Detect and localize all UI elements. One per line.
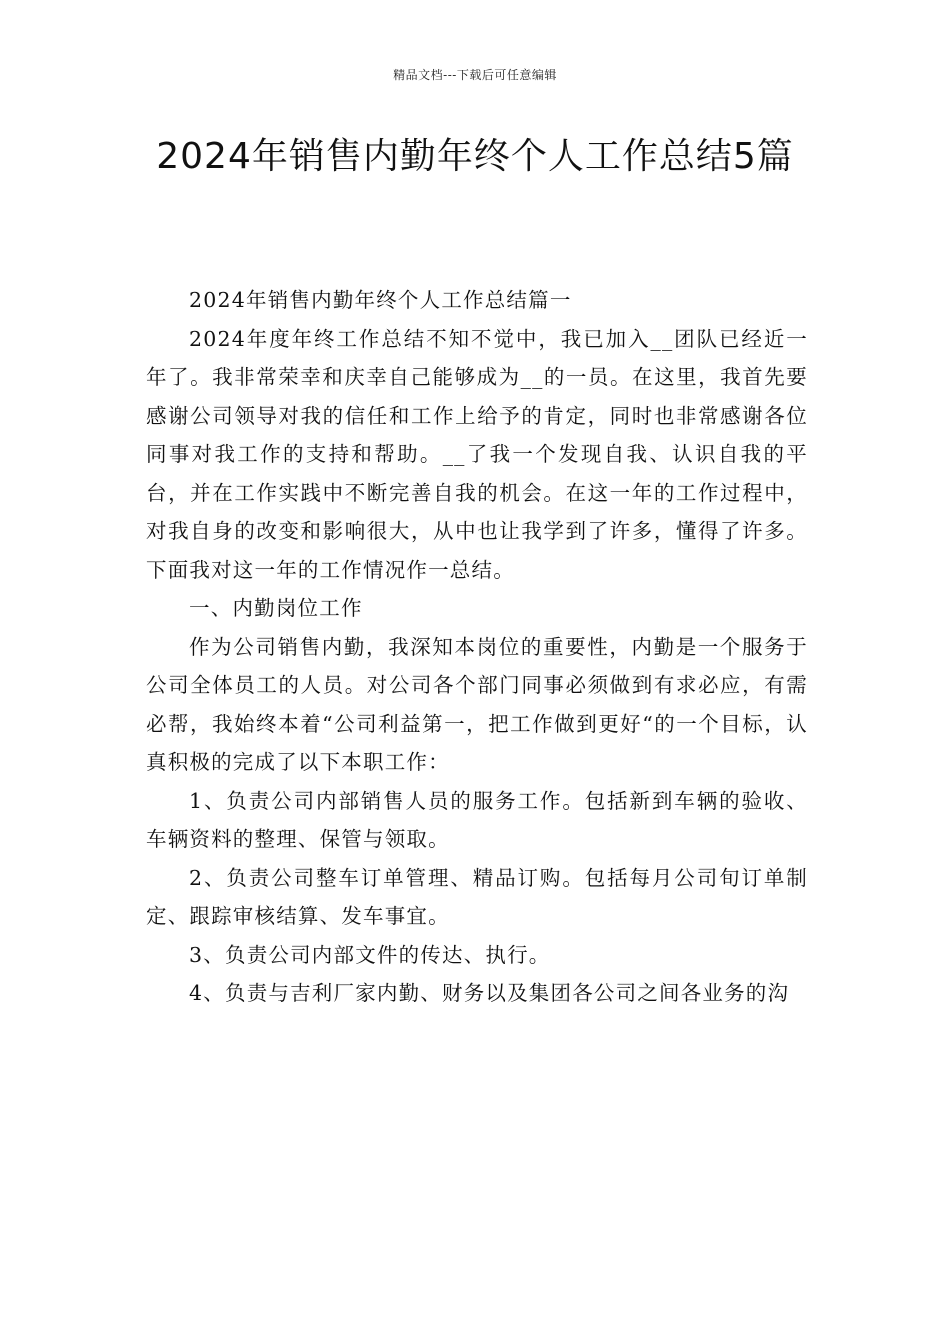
subsection-heading: 一、内勤岗位工作: [189, 596, 363, 620]
paragraph: 作为公司销售内勤，我深知本岗位的重要性，内勤是一个服务于公司全体员工的人员。对公司各个部门同事必须做到有求必应，有需必帮，我始终本着“公司利益第一，把工作做到更好“的一个目标，认真积极的完成了以下本职工作：: [146, 634, 808, 774]
paragraph: 2024年度年终工作总结不知不觉中，我已加入__团队已经近一年了。我非常荣幸和庆幸自己能够成为__的一员。在这里，我首先要感谢公司领导对我的信任和工作上给予的肯定，同时也非常感谢各位同事对我工作的支持和帮助。__了我一个发现自我、认识自我的平台，并在工作实践中不断完善自我的机会。在这一年的工作过程中，对我自身的改变和影响很大，从中也让我学到了许多，懂得了许多。下面我对这一年的工作情况作一总结。: [146, 326, 808, 582]
section-heading: 2024年销售内勤年终个人工作总结篇一: [189, 288, 572, 312]
header-note: 精品文档---下载后可任意编辑: [393, 68, 557, 82]
list-item: 1、负责公司内部销售人员的服务工作。包括新到车辆的验收、车辆资料的整理、保管与领取。: [146, 788, 808, 851]
document-body: [146, 281, 808, 1013]
document-title: 2024年销售内勤年终个人工作总结5篇: [156, 136, 794, 177]
list-item: 4、负责与吉利厂家内勤、财务以及集团各公司之间各业务的沟: [189, 981, 790, 1005]
list-item: 3、负责公司内部文件的传达、执行。: [189, 942, 551, 967]
list-item: 2、负责公司整车订单管理、精品订购。包括每月公司旬订单制定、跟踪审核结算、发车事宜。: [146, 865, 808, 928]
